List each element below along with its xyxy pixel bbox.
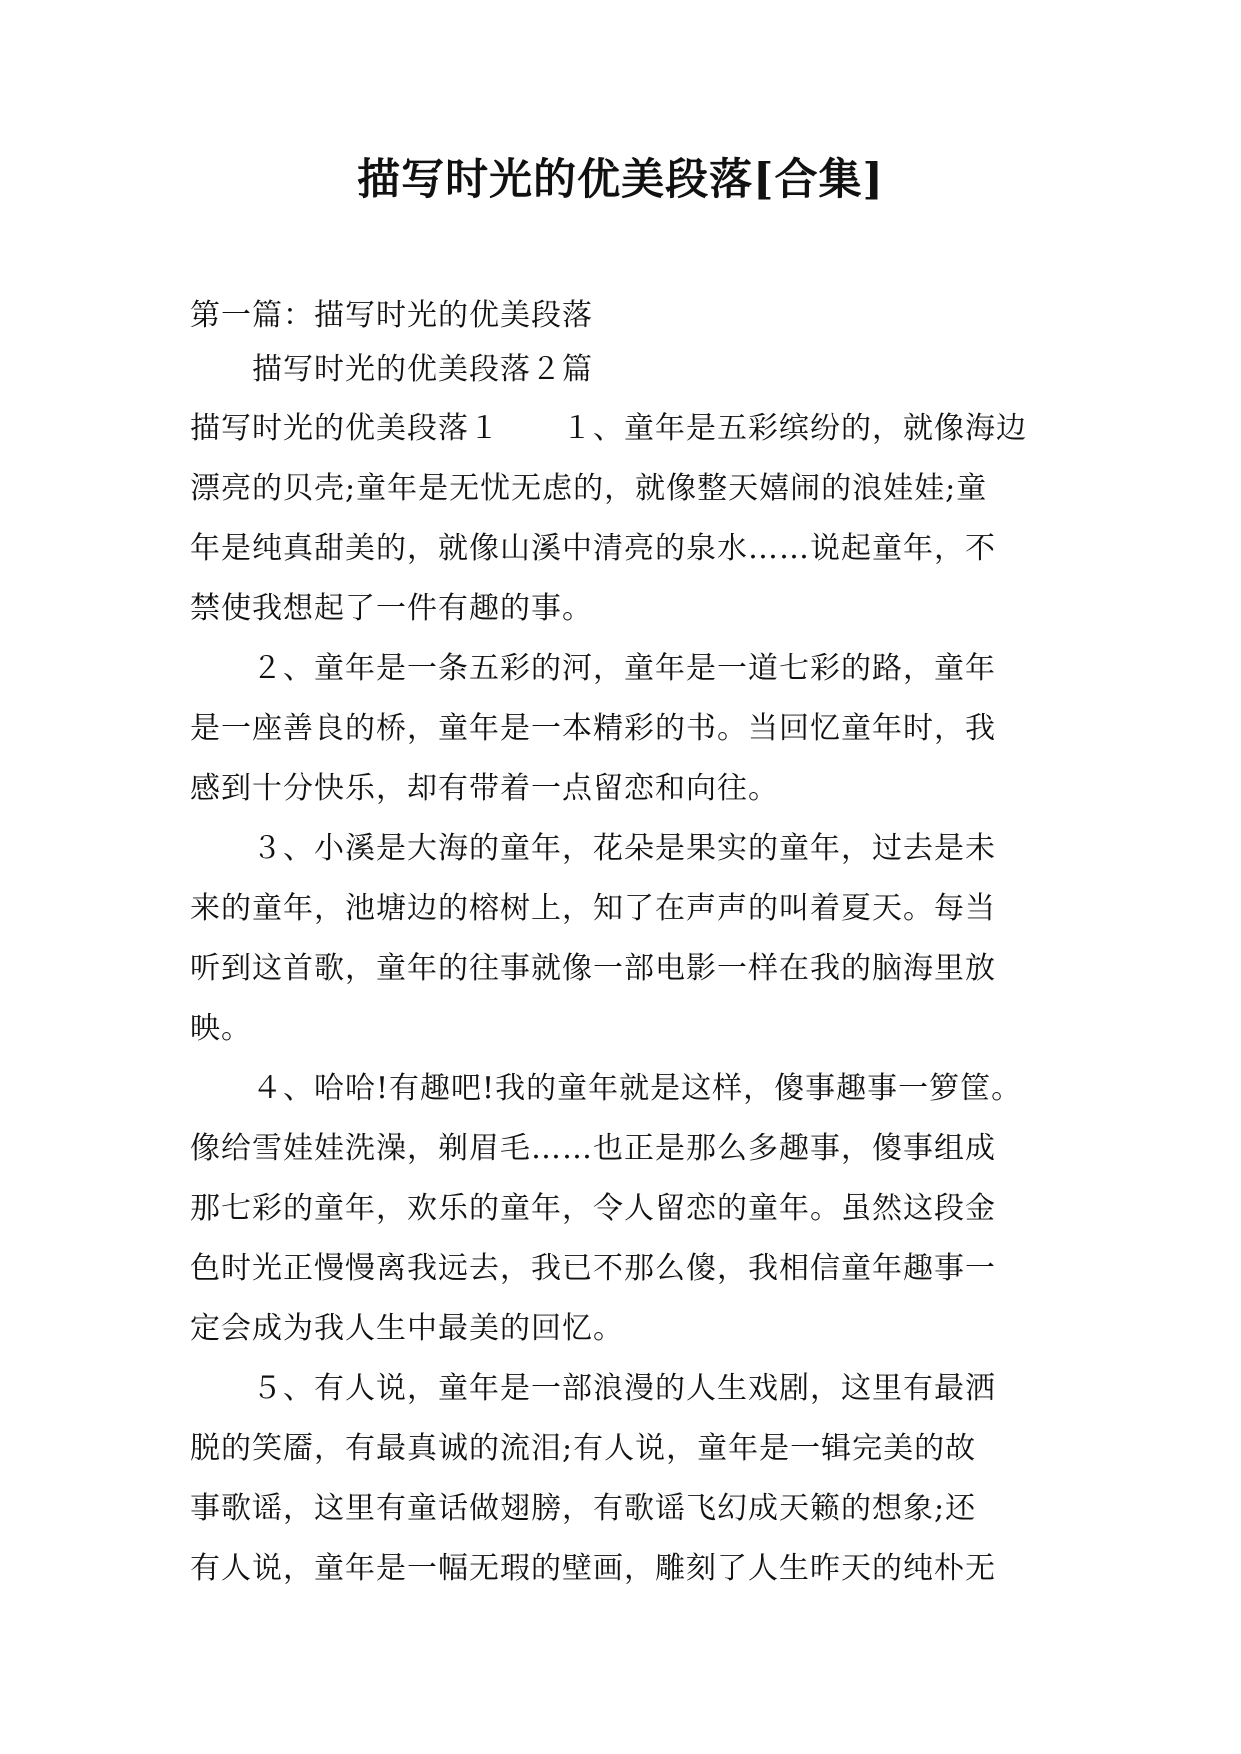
text-line: 像给雪娃娃洗澡，剃眉毛……也正是那么多趣事，傻事组成 — [190, 1131, 996, 1166]
text-line: ５、有人说，童年是一部浪漫的人生戏剧，这里有最洒 — [190, 1371, 996, 1406]
text-line: 是一座善良的桥，童年是一本精彩的书。当回忆童年时，我 — [190, 711, 996, 746]
text-line: 定会成为我人生中最美的回忆。 — [190, 1311, 624, 1346]
text-line: 感到十分快乐，却有带着一点留恋和向往。 — [190, 771, 779, 806]
text-line: 听到这首歌，童年的往事就像一部电影一样在我的脑海里放 — [190, 951, 996, 986]
text-line: 那七彩的童年，欢乐的童年，令人留恋的童年。虽然这段金 — [190, 1191, 996, 1226]
text-line: 描写时光的优美段落１ １、童年是五彩缤纷的，就像海边 — [190, 411, 1027, 446]
text-line: 年是纯真甜美的，就像山溪中清亮的泉水……说起童年，不 — [190, 531, 996, 566]
text-line: 漂亮的贝壳;童年是无忧无虑的，就像整天嬉闹的浪娃娃;童 — [190, 471, 988, 506]
text-line: ３、小溪是大海的童年，花朵是果实的童年，过去是未 — [190, 831, 996, 866]
text-line: ２、童年是一条五彩的河，童年是一道七彩的路，童年 — [190, 651, 996, 686]
document-title: 描写时光的优美段落[合集] — [357, 155, 884, 205]
text-line: 映。 — [190, 1011, 252, 1046]
text-line: 描写时光的优美段落２篇 — [190, 352, 593, 387]
text-line: ４、哈哈!有趣吧!我的童年就是这样，傻事趣事一箩筐。 — [190, 1071, 1023, 1106]
text-line: 事歌谣，这里有童话做翅膀，有歌谣飞幻成天籁的想象;还 — [190, 1491, 977, 1526]
text-line: 禁使我想起了一件有趣的事。 — [190, 591, 593, 626]
text-line: 第一篇：描写时光的优美段落 — [190, 298, 593, 333]
text-line: 有人说，童年是一幅无瑕的壁画，雕刻了人生昨天的纯朴无 — [190, 1551, 996, 1586]
text-line: 来的童年，池塘边的榕树上，知了在声声的叫着夏天。每当 — [190, 891, 996, 926]
text-line: 色时光正慢慢离我远去，我已不那么傻，我相信童年趣事一 — [190, 1251, 996, 1286]
text-line: 脱的笑靥，有最真诚的流泪;有人说，童年是一辑完美的故 — [190, 1431, 977, 1466]
